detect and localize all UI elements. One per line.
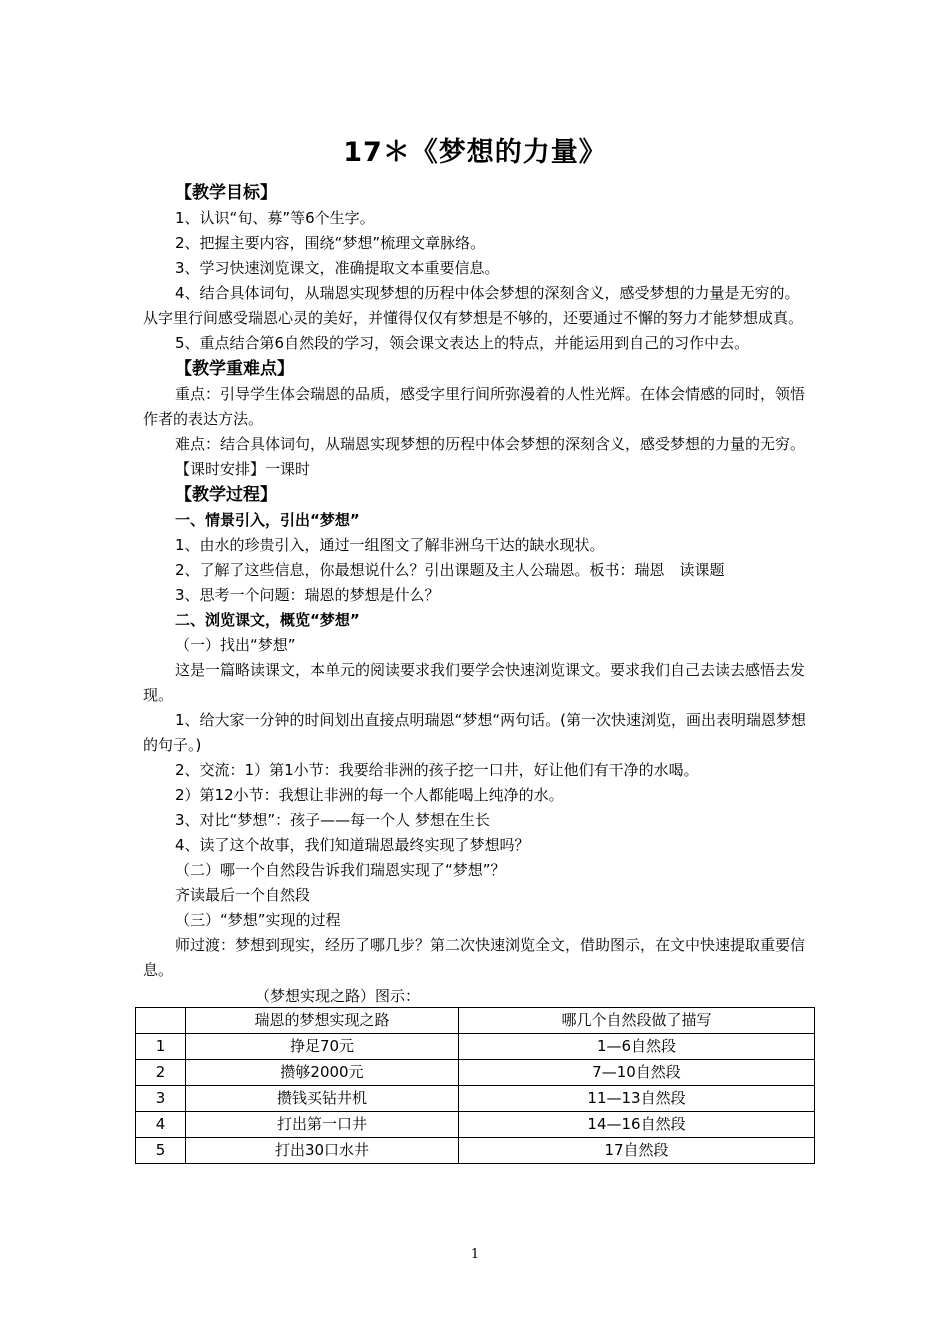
sub1-item: 3、对比“梦想”：孩子——每一个人 梦想在生长 — [175, 811, 490, 829]
table-cell: 1—6自然段 — [459, 1034, 815, 1060]
table-header-cell: 哪几个自然段做了描写 — [459, 1008, 815, 1034]
table-row — [136, 1034, 815, 1060]
sub1-item: 2）第12小节：我想让非洲的每一个人都能喝上纯净的水。 — [175, 786, 564, 804]
sub1-item: 4、读了这个故事，我们知道瑞恩最终实现了梦想吗？ — [175, 836, 530, 854]
goals-heading: 【教学目标】 — [175, 183, 277, 203]
table-caption: （梦想实现之路）图示： — [255, 987, 421, 1005]
page-number: 1 — [470, 1247, 480, 1262]
table-header-cell: 瑞恩的梦想实现之路 — [186, 1008, 459, 1034]
table-row — [136, 1060, 815, 1086]
part1-item: 2、了解了这些信息，你最想说什么？引出课题及主人公瑞恩。板书：瑞恩 读课题 — [175, 561, 725, 579]
dream-path-table — [135, 1007, 815, 1164]
part2-heading: 二、浏览课文，概览“梦想” — [175, 611, 360, 629]
difficulty-text: 难点：结合具体词句，从瑞恩实现梦想的历程中体会梦想的深刻含义，感受梦想的力量的无穷。 — [175, 435, 806, 453]
goal-item: 3、学习快速浏览课文，准确提取文本重要信息。 — [175, 259, 500, 277]
sub2-heading: （二）哪一个自然段告诉我们瑞恩实现了“梦想”？ — [175, 861, 506, 879]
table-cell: 挣足70元 — [186, 1034, 459, 1060]
sub1-intro: 这是一篇略读课文，本单元的阅读要求我们要学会快速浏览课文。要求我们自己去读去感悟去发现。 — [143, 661, 806, 704]
goal-item: 1、认识“旬、募”等6个生字。 — [175, 209, 375, 227]
part1-item: 3、思考一个问题：瑞恩的梦想是什么？ — [175, 586, 440, 604]
part1-heading: 一、情景引入，引出“梦想” — [175, 511, 360, 529]
table-cell: 攒钱买钻井机 — [186, 1086, 459, 1112]
table-cell: 打出30口水井 — [186, 1138, 459, 1164]
table-header-row — [136, 1008, 815, 1034]
table-cell: 17自然段 — [459, 1138, 815, 1164]
table-cell: 7—10自然段 — [459, 1060, 815, 1086]
key-point-text: 重点：引导学生体会瑞恩的品质，感受字里行间所弥漫着的人性光辉。在体会情感的同时，领悟作者的表达方法。 — [143, 385, 806, 428]
sub3-heading: （三）“梦想”实现的过程 — [175, 911, 341, 929]
table-row — [136, 1086, 815, 1112]
table-cell: 11—13自然段 — [459, 1086, 815, 1112]
document-body — [143, 180, 813, 1164]
table-row — [136, 1138, 815, 1164]
sub1-item: 1、给大家一分钟的时间划出直接点明瑞恩“梦想“两句话。(第一次快速浏览，画出表明瑞恩梦想的句子。) — [143, 711, 806, 754]
table-cell: 3 — [136, 1086, 186, 1112]
table-cell: 攒够2000元 — [186, 1060, 459, 1086]
sub1-item: 2、交流：1）第1小节：我要给非洲的孩子挖一口井，好让他们有干净的水喝。 — [175, 761, 699, 779]
table-cell: 1 — [136, 1034, 186, 1060]
key-points-heading: 【教学重难点】 — [175, 359, 294, 379]
table-row — [136, 1112, 815, 1138]
sub2-text: 齐读最后一个自然段 — [175, 886, 311, 904]
table-cell: 14—16自然段 — [459, 1112, 815, 1138]
table-cell: 5 — [136, 1138, 186, 1164]
process-heading: 【教学过程】 — [175, 485, 277, 505]
part1-item: 1、由水的珍贵引入，通过一组图文了解非洲乌干达的缺水现状。 — [175, 536, 605, 554]
goal-item: 4、结合具体词句，从瑞恩实现梦想的历程中体会梦想的深刻含义，感受梦想的力量是无穷的。从字里行间感受瑞恩心灵的美好，并懂得仅仅有梦想是不够的，还要通过不懈的努力才能梦想成真。 — [143, 284, 804, 327]
table-header-cell — [136, 1008, 186, 1034]
schedule-text: 【课时安排】一课时 — [175, 460, 311, 478]
sub3-text: 师过渡：梦想到现实，经历了哪几步？第二次快速浏览全文，借助图示，在文中快速提取重要信息。 — [143, 936, 806, 979]
table-cell: 4 — [136, 1112, 186, 1138]
goal-item: 2、把握主要内容，围绕“梦想”梳理文章脉络。 — [175, 234, 486, 252]
table-cell: 打出第一口井 — [186, 1112, 459, 1138]
document-title: 17＊《梦想的力量》 — [343, 137, 607, 168]
sub1-heading: （一）找出“梦想” — [175, 636, 296, 654]
table-cell: 2 — [136, 1060, 186, 1086]
goal-item: 5、重点结合第6自然段的学习，领会课文表达上的特点，并能运用到自己的习作中去。 — [175, 334, 750, 352]
